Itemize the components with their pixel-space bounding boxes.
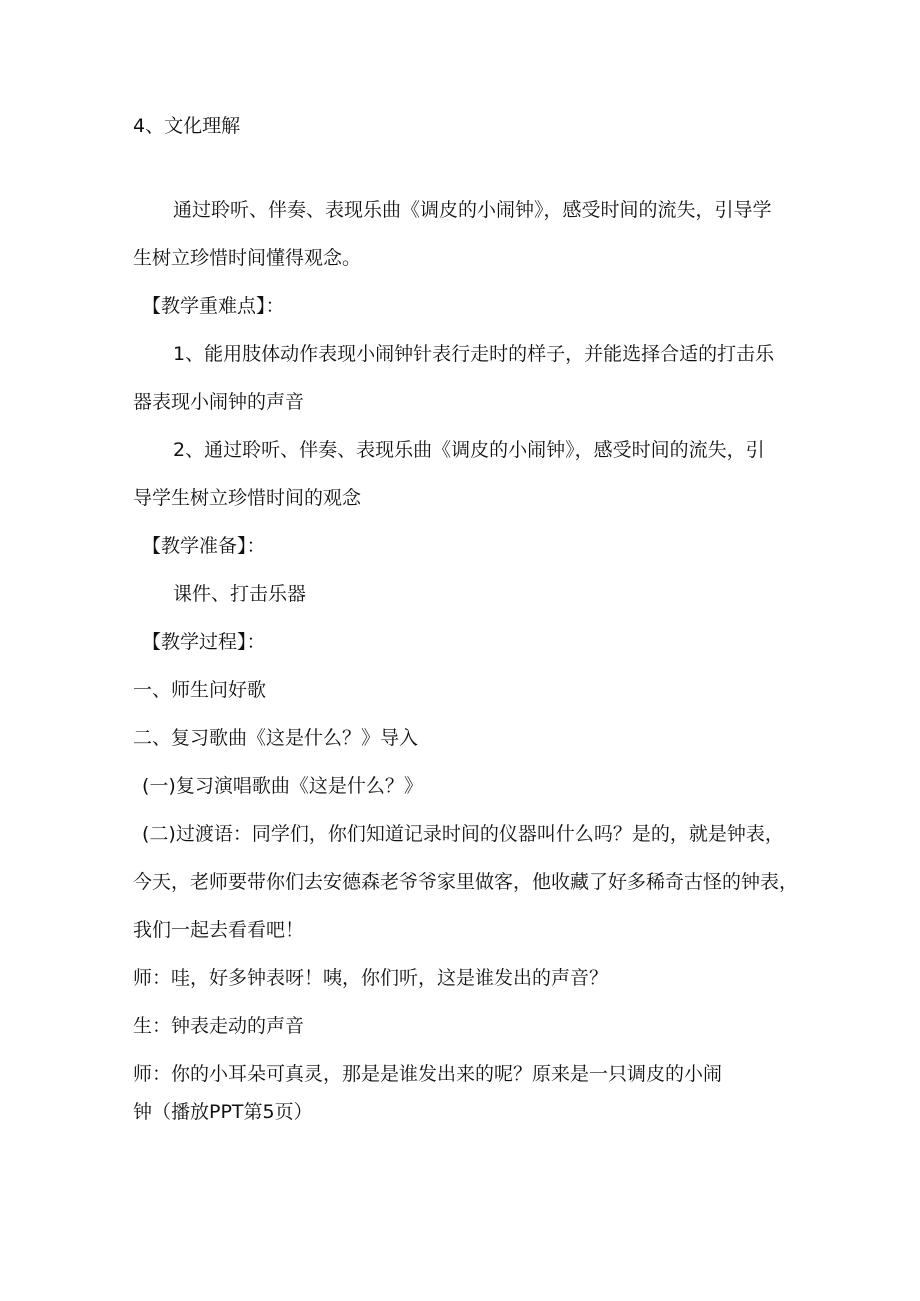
key-point-1-line-1: 1、能用肢体动作表现小闹钟针表行走时的样子，并能选择合适的打击乐: [173, 343, 775, 365]
section-4-body-line-1: 通过聆听、伴奏、表现乐曲《调皮的小闹钟》，感受时间的流失，引导学: [173, 199, 772, 221]
section-4-body-line-2: 生树立珍惜时间懂得观念。: [133, 247, 362, 269]
key-point-1-line-2: 器表现小闹钟的声音: [133, 391, 305, 413]
key-point-2-line-1: 2、通过聆听、伴奏、表现乐曲《调皮的小闹钟》，感受时间的流失，引: [173, 439, 765, 461]
sub-step-1: (一)复习演唱歌曲《这是什么？》: [142, 775, 423, 797]
dialogue-student-1: 生：钟表走动的声音: [133, 1015, 305, 1037]
preparation-body: 课件、打击乐器: [173, 583, 307, 605]
sub-step-2-line-2: 今天，老师要带你们去安德森老爷爷家里做客，他收藏了好多稀奇古怪的钟表，: [133, 871, 799, 893]
dialogue-teacher-1: 师：哇，好多钟表呀！咦，你们听，这是谁发出的声音？: [133, 967, 609, 989]
step-2: 二、复习歌曲《这是什么？》导入: [133, 727, 419, 749]
sub-step-2-line-3: 我们一起去看看吧！: [133, 919, 305, 941]
section-4-heading: 4、文化理解: [133, 115, 241, 137]
step-1: 一、师生问好歌: [133, 679, 267, 701]
process-heading: 【教学过程】：: [142, 631, 266, 653]
sub-step-2-line-1: (二)过渡语：同学们，你们知道记录时间的仪器叫什么吗？是的，就是钟表，: [142, 823, 784, 845]
key-points-heading: 【教学重难点】：: [142, 295, 285, 317]
preparation-heading: 【教学准备】：: [142, 535, 266, 557]
key-point-2-line-2: 导学生树立珍惜时间的观念: [133, 487, 362, 509]
dialogue-teacher-2-line-1: 师：你的小耳朵可真灵，那是是谁发出来的呢？原来是一只调皮的小闹: [133, 1063, 723, 1085]
dialogue-teacher-2-line-2: 钟（播放PPT第5页）: [133, 1101, 313, 1123]
